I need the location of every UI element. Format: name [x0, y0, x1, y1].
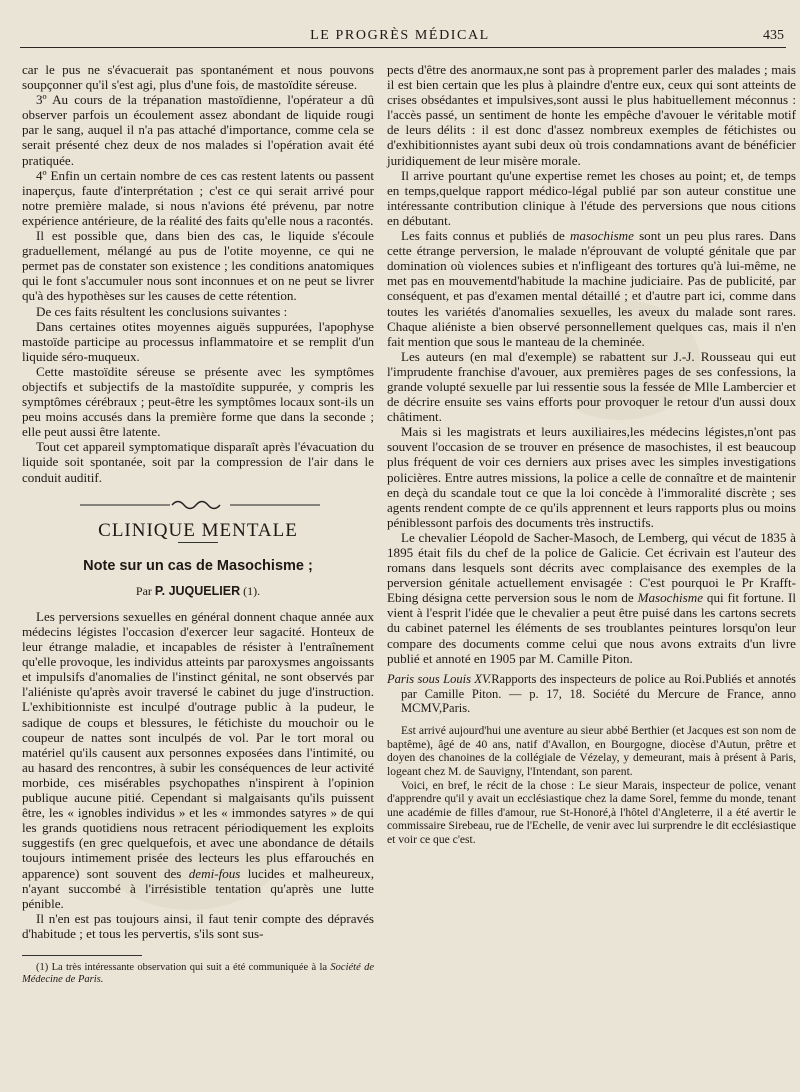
footnote	[22, 962, 374, 987]
reference-title: Paris sous Louis XV.	[387, 671, 492, 686]
paragraph: Les auteurs (en mal d'exemple) se rabattent sur J.-J. Rousseau qui eut l'imprudente franchise d'avouer, aux premières pages de ses confessions, la grande volupté sexuelle par lui ressentie sous la fessée de Mlle Lambercier et de décrire ensuite ses vains efforts pour provoquer le retour d'un aussi doux châtiment.	[387, 348, 796, 425]
paragraph-text: qui fit fortune. Il vient à l'esprit l'idée que le chevalier a peut être puisé dans les cartons secrets du cabinet paternel les éléments de ses troublantes peintures lorsqu'on leur compare des documents comme celui que nous avons extraits d'un livre publié et annoté en 1905 par M. Camille Piton.	[387, 590, 796, 666]
page-number: 435	[763, 28, 784, 43]
paragraph-text: Les perversions sexuelles en général donnent chaque année aux médecins légistes l'occasion d'exercer leur sagacité. Honteux de leur étrange maladie, et incapables de résister à l'entraînement qu'elle provoque, les individus atteints par paroxysmes angoissants et impulsifs d'anomalies de l'instinct génital, ne sont observés par l'aliéniste qu'après avoir traversé le cabinet du juge d'instruction. L'exhibitionniste est inculpé d'outrage public à la pudeur, le sadique de coups et blessures, le fétichiste du mouchoir ou le coupeur de nattes sont inculpés de vol. Par le tort moral ou matériel qu'ils causent aux personnes exposées dans l'intimité, ou au hasard des rencontres, à subir les conséquences de leur activité morbide, ces misérables psychopathes n'inspirent à l'opinion publique aucune pitié. Cependant si malgaisants qu'ils puissent être, les « ignobles individus » et les « immondes satyres » de qui les grands quotidiens nous retracent périodiquement les exploits suggestifs (en grec quelquefois, et avec une abondance de détails toujours intimement prisée des lecteurs les plus effarouchés en apparence) sont souvent des	[22, 608, 374, 881]
italic-term: masochisme	[569, 228, 634, 244]
section-title: CLINIQUE MENTALE	[98, 519, 298, 541]
paragraph-text: lucides et malheureux, n'ayant succombé à l'irrésistible tentation qu'après une lutte pénible.	[22, 865, 374, 911]
paragraph: Il est possible que, dans bien des cas, le liquide s'écoule graduellement, mélangé au pus de l'otite moyenne, ce qui ne permet pas de constater son existence ; les conditions anatomiques qui le font s'accumuler nous sont inconnues et on ne peut se livrer qu'à des hypothèses sur les causes de cette rétention.	[22, 228, 374, 304]
paragraph: Il arrive pourtant qu'une expertise remet les choses au point; et, de temps en temps,quelque rapport médico-légal publié par son auteur constitue une intéressante contribution clinique à l'étude des perversions que nous citions en débutant.	[387, 167, 796, 228]
section-ornament	[80, 497, 320, 513]
paragraph	[387, 228, 796, 349]
paragraph-text: sont un peu plus rares. Dans cette étrange perversion, le malade n'éprouvant de volupté génitale que par domination où violences subies et n'infligeant des tortures qu'à lui-même, ne met pas en mouvementd'habitude la machine judiciaire. Pas de publicité, par conséquent, et pas d'examen mental détaillé ; et d'autre part ici, comme dans toutes les variétés d'anomalies sexuelles, les aveux du malade sont rares. Chaque aliéniste a bien observé personnellement quelques cas, mais il n'en fait mention que sous le manteau de la cheminée.	[387, 228, 796, 349]
paragraph: 4º Enfin un certain nombre de ces cas restent latents ou passent inaperçus, faute d'interprétation ; c'est ce qui serait arrivé pour notre première malade, si nous n'avions été prévenu, par notre expérience antérieure, de la réalité des faits qu'elle nous a racontés.	[22, 167, 374, 228]
article-title: Note sur un cas de Masochisme ;	[83, 557, 313, 574]
footnote-marker: (1).	[243, 583, 261, 598]
paragraph: pects d'être des anormaux,ne sont pas à proprement parler des malades ; mais il est bien certain que les plus à plaindre d'entre eux, ceux qui sont atteints de crises obsédantes et impulsives,sont aussi le plus habituellement méconnus : l'accès passé, un sentiment de honte les empêche d'avouer le véritable motif de leurs délits : il est donc d'assez nombreux exemples de fétichistes ou d'exhibitionnistes ayant subi deux où trois condamnations avant de bénéficier juridiquement de leur misère morale.	[387, 62, 796, 168]
italic-term: Masochisme	[637, 590, 704, 606]
paragraph: Cette mastoïdite séreuse se présente avec les symptômes objectifs et subjectifs de la mastoïdite suppurée, y compris les symptômes cérébraux ; peut-être les symptômes locaux sont-ils un peu moins accusés dans la première forme que dans la seconde ; elle peut aussi être latente.	[22, 363, 374, 440]
footnote-society: Société de Médecine de Paris.	[22, 961, 374, 986]
italic-term: demi-fous	[188, 865, 241, 881]
quoted-report: Est arrivé aujourd'hui une aventure au sieur abbé Berthier (et Jacques est son nom de baptême), âgé de 40 ans, natif d'Avallon, en Bourgogne, diocèse d'Autun, prêtre et doyen des chanoines de la collégiale de Vézelay, y demeurant, mais à présent à Paris, logeant chez M. de Sauvigny, l'Intendant, son parent.	[387, 724, 796, 778]
running-header	[0, 28, 800, 48]
paragraph: car le pus ne s'évacuerait pas spontanément et nous pouvons soupçonner qu'il s'est agi, plus d'une fois, de mastoïdite séreuse.	[22, 62, 374, 93]
paragraph: Tout cet appareil symptomatique disparaît après l'évacuation du liquide soit spontanée, soit par la compression de l'air dans le conduit auditif.	[22, 439, 374, 485]
paragraph: Dans certaines otites moyennes aiguës suppurées, l'apophyse mastoïde participe au processus inflammatoire et se remplit d'un liquide séro-muqueux.	[22, 318, 374, 364]
paragraph: Mais si les magistrats et leurs auxiliaires,les médecins légistes,n'ont pas souvent l'occasion de se trouver en présence de masochistes, il est beaucoup plus fréquent de voir ces derniers aux prises avec les simples investigations policières. Entre autres missions, la police a celle de connaître et de maintenir en deçà du scandale tout ce que la loi concède à l'immoralité discrète ; ses agents rendent compte de ce qu'ils apprennent et leurs rapports plus ou moins péniblessont parfois des documents très instructifs.	[387, 424, 796, 530]
author-name: P. JUQUELIER	[154, 583, 241, 598]
right-column	[387, 62, 796, 846]
paragraph	[22, 609, 374, 911]
section-rule	[178, 542, 218, 543]
paragraph	[387, 530, 796, 666]
left-column	[22, 62, 374, 987]
footnote-text: (1) La très intéressante observation qui suit a été communiquée à la	[36, 961, 328, 973]
footnote-rule	[22, 955, 142, 956]
byline-prefix: Par	[135, 583, 152, 598]
paragraph-text: Les faits connus et publiés de	[401, 228, 565, 244]
header-rule	[20, 47, 786, 48]
journal-title: LE PROGRÈS MÉDICAL	[310, 28, 490, 43]
paragraph: 3º Au cours de la trépanation mastoïdienne, l'opérateur a dû observer parfois un écoulement assez abondant de liquide rougi par le sang, auquel il n'a pas attaché d'importance, comme cela se serait présenté chez deux de nos malades si l'opération avait été pratiquée.	[22, 92, 374, 168]
byline	[22, 584, 374, 599]
quoted-report: Voici, en bref, le récit de la chose : Le sieur Marais, inspecteur de police, venant d'apprendre qu'il y avait un ecclésiastique chez la dame Sorel, femme du monde, tenant une académie de filles d'amour, rue St-Honoré,à l'hôtel d'Angleterre, il a été avertir le commissaire Sirebeau, rue de l'Echelle, de venir avec lui surprendre le dit ecclésiastique et voir ce que c'est.	[387, 778, 796, 846]
paragraph: Il n'en est pas toujours ainsi, il faut tenir compte des dépravés d'habitude ; et tous les pervertis, s'ils sont sus-	[22, 910, 374, 941]
reference-text: Rapports des inspecteurs de police au Roi.Publiés et annotés par Camille Piton. — p. 17, 18. Société du Mercure de France, anno MCMV,Paris.	[401, 671, 796, 716]
bibliographic-reference	[387, 672, 796, 716]
paragraph-text: Le chevalier Léopold de Sacher-Masoch, de Lemberg, qui vécut de 1835 à 1895 était fils du chef de la police de Galicie. Cet écrivain est l'auteur des romans dans lesquels sont décrits avec complaisance des exemples de la perversion génitale actuellement envisagée : C'est pourquoi le Pr Krafft-Ebing désigna cette perversion sous le nom de	[387, 529, 796, 606]
paragraph: De ces faits résultent les conclusions suivantes :	[36, 303, 288, 319]
